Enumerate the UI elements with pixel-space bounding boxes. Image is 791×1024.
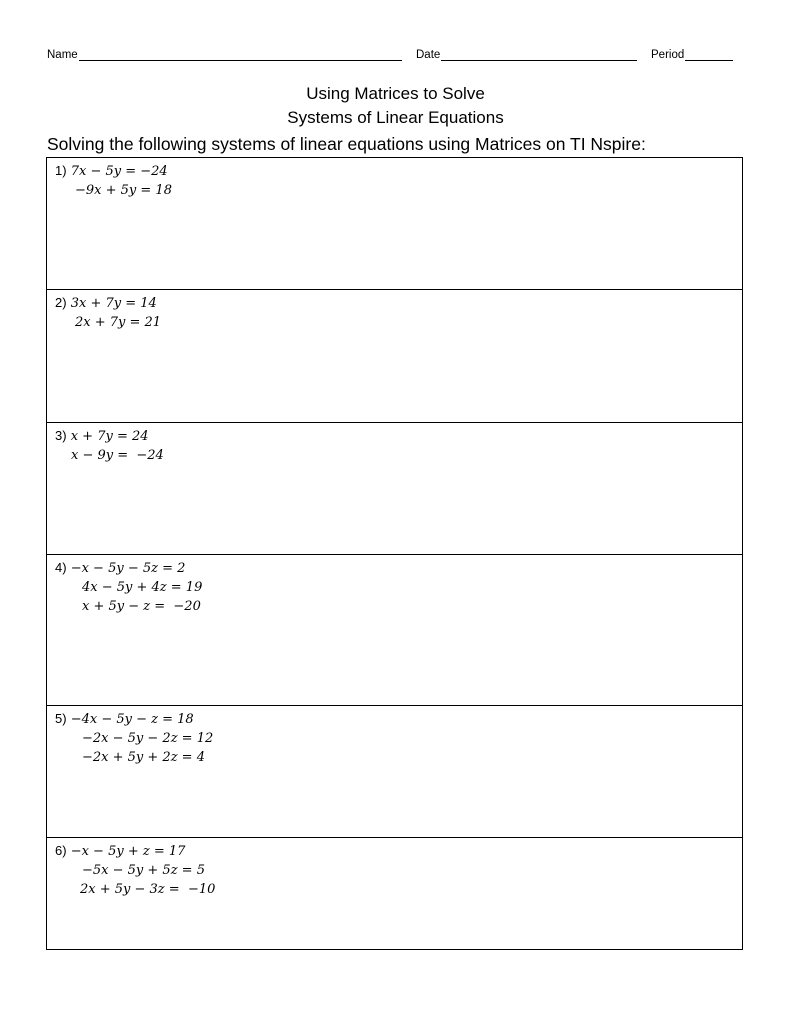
problem-cell-1[interactable]: [47, 158, 742, 290]
problem-1-eq-2-text: −9x + 5y = 18: [75, 183, 172, 198]
problem-5-equation-1: [55, 709, 742, 729]
instructions-text: Solving the following systems of linear equations using Matrices on TI Nspire:: [47, 134, 646, 154]
problem-cell-5[interactable]: [47, 706, 742, 838]
problem-6-eq-2-text: −5x − 5y + 5z = 5: [82, 863, 205, 878]
problem-6-number: 6): [55, 843, 67, 858]
problem-1-equation-1: [55, 161, 742, 181]
problem-3-equation-2: [55, 446, 742, 465]
problem-2-number: 2): [55, 295, 67, 310]
problem-6-equation-3: [55, 880, 742, 899]
problem-3-number: 3): [55, 428, 67, 443]
problem-4-eq-1-text: −x − 5y − 5z = 2: [70, 561, 186, 576]
problem-3-eq-1-text: x + 7y = 24: [70, 429, 149, 444]
problem-cell-3[interactable]: [47, 423, 742, 555]
problem-2-equation-1: [55, 293, 742, 313]
problem-5-equation-2: [55, 729, 742, 748]
problem-5-equation-3: [55, 748, 742, 767]
problem-6-eq-1-text: −x − 5y + z = 17: [70, 844, 186, 859]
problem-4-equation-3: [55, 597, 742, 616]
student-info-header: [47, 46, 741, 66]
problem-6-eq-3-text: 2x + 5y − 3z = −10: [80, 882, 216, 897]
problem-4-eq-3-text: x + 5y − z = −20: [82, 599, 201, 614]
date-blank-line[interactable]: [441, 48, 637, 61]
problem-2-equation-2: [55, 313, 742, 332]
problem-3-equation-1: [55, 426, 742, 446]
name-blank-line[interactable]: [79, 48, 402, 61]
problem-6-equation-2: [55, 861, 742, 880]
problem-4-eq-2-text: 4x − 5y + 4z = 19: [82, 580, 203, 595]
problem-1-equation-2: [55, 181, 742, 200]
problem-5-eq-2-text: −2x − 5y − 2z = 12: [82, 731, 214, 746]
period-field[interactable]: [651, 48, 733, 61]
problem-4-equation-2: [55, 578, 742, 597]
period-label: Period: [651, 49, 685, 61]
date-field[interactable]: [416, 48, 637, 61]
period-blank-line[interactable]: [685, 48, 733, 61]
worksheet-title-line2: Systems of Linear Equations: [287, 108, 504, 127]
problem-4-number: 4): [55, 560, 67, 575]
problem-2-eq-2-text: 2x + 7y = 21: [75, 315, 162, 330]
name-field[interactable]: [47, 48, 402, 61]
problem-2-eq-1-text: 3x + 7y = 14: [70, 296, 157, 311]
problem-1-number: 1): [55, 163, 67, 178]
worksheet-title-line1: Using Matrices to Solve: [306, 84, 485, 103]
problem-cell-2[interactable]: [47, 290, 742, 423]
problem-3-eq-2-text: x − 9y = −24: [71, 448, 164, 463]
problem-5-number: 5): [55, 711, 67, 726]
problem-5-eq-3-text: −2x + 5y + 2z = 4: [82, 750, 205, 765]
date-label: Date: [416, 49, 441, 61]
problem-6-equation-1: [55, 841, 742, 861]
problem-4-equation-1: [55, 558, 742, 578]
name-label: Name: [47, 49, 78, 61]
problem-cell-6[interactable]: [47, 838, 742, 949]
problem-5-eq-1-text: −4x − 5y − z = 18: [70, 712, 194, 727]
problem-1-eq-1-text: 7x − 5y = −24: [70, 164, 168, 179]
problem-cell-4[interactable]: [47, 555, 742, 706]
problem-table: [46, 157, 743, 950]
